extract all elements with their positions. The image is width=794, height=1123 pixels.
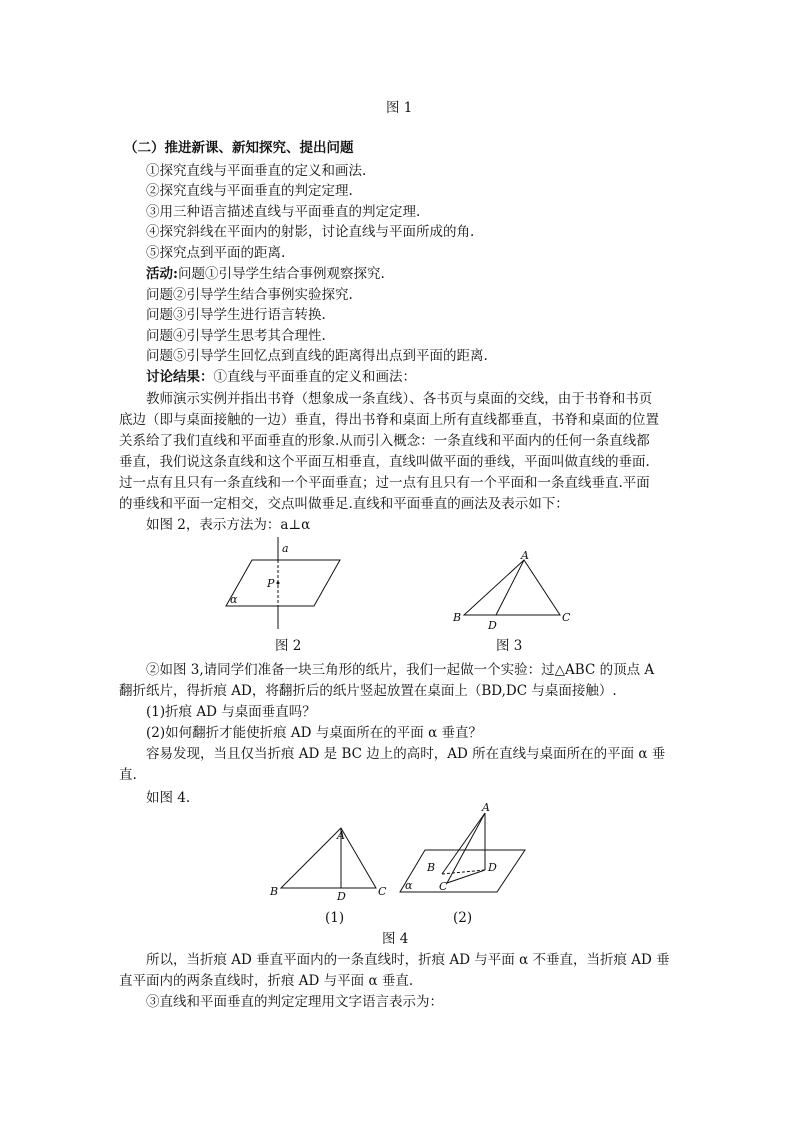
activity-label: 活动: — [146, 266, 178, 282]
label-d: D — [488, 619, 497, 632]
figure-3-caption: 图 3 — [496, 638, 523, 654]
paragraph-1-line-5: 过一点有且只有一条直线和一个平面垂直；过一点有且只有一个平面和一条直线垂直.平面 — [119, 475, 650, 491]
paragraph-2-line-2: 翻折纸片，得折痕 AD，将翻折后的纸片竖起放置在桌面上（BD,DC 与桌面接触）. — [119, 683, 617, 699]
label-a: A — [521, 549, 529, 562]
paragraph-2-line-1: ②如图 3,请同学们准备一块三角形的纸片，我们一起做一个实验：过△ABC 的顶点 A — [146, 662, 655, 678]
discussion-line — [146, 367, 416, 387]
label-d: D — [488, 861, 497, 874]
paragraph-1-line-2: 底边（即与桌面接触的一边）垂直，得出书脊和桌面上所有直线都垂直，书脊和桌面的位置 — [119, 412, 659, 428]
question-5: ⑤探究点到平面的距离. — [146, 245, 286, 261]
sub-question-2: (2)如何翻折才能使折痕 AD 与桌面所在的平面 α 垂直？ — [146, 725, 482, 741]
question-4: ④探究斜线在平面内的射影，讨论直线与平面所成的角. — [146, 224, 475, 240]
figure-2-diagram — [220, 537, 360, 632]
edge-ab — [442, 813, 485, 874]
activity-item-5: 问题⑤引导学生回忆点到直线的距离得出点到平面的距离. — [146, 348, 488, 364]
figure-1-caption: 图 1 — [386, 100, 413, 116]
label-a: A — [482, 801, 490, 814]
figure-4-part-1-diagram — [268, 822, 388, 902]
paragraph-1-line-6: 的垂线和平面一定相交，交点叫做垂足.直线和平面垂直的画法及表示如下： — [119, 496, 569, 512]
plane-alpha — [226, 560, 340, 606]
activity-item-2: 问题②引导学生结合事例实验探究. — [146, 287, 353, 303]
question-1: ①探究直线与平面垂直的定义和画法. — [146, 163, 367, 179]
paragraph-4-line-2: 直平面内的两条直线时，折痕 AD 与平面 α 垂直. — [119, 973, 414, 989]
figure-4-intro: 如图 4. — [146, 790, 191, 806]
activity-item-4: 问题④引导学生思考其合理性. — [146, 328, 326, 344]
label-b: B — [270, 885, 279, 898]
edge-ac — [447, 813, 485, 883]
question-2: ②探究直线与平面垂直的判定定理. — [146, 183, 353, 199]
sub-question-1: (1)折痕 AD 与桌面垂直吗？ — [146, 704, 316, 720]
paragraph-1-line-4: 垂直，我们说这条直线和这个平面互相垂直，直线叫做平面的垂线，平面叫做直线的垂面. — [119, 454, 650, 470]
figure-4-part-2-diagram — [400, 802, 550, 897]
discussion-first: ①直线与平面垂直的定义和画法： — [213, 369, 416, 385]
paragraph-4-line-1: 所以，当折痕 AD 垂直平面内的一条直线时，折痕 AD 与平面 α 不垂直，当折痕 AD 垂 — [146, 952, 670, 968]
figure-2-caption: 图 2 — [275, 638, 302, 654]
last-line: ③直线和平面垂直的判定定理用文字语言表示为： — [146, 994, 443, 1010]
foot-point-p — [277, 582, 280, 585]
label-c: C — [562, 611, 571, 624]
label-a: a — [282, 542, 289, 555]
segment-ad — [496, 560, 524, 615]
figure-4-part-1-label: (1) — [325, 910, 345, 926]
activity-item-3: 问题③引导学生进行语言转换. — [146, 307, 326, 323]
activity-item-1: 问题①引导学生结合事例观察探究. — [177, 266, 385, 282]
activity-line — [146, 264, 385, 284]
question-3: ③用三种语言描述直线与平面垂直的判定定理. — [146, 204, 421, 220]
figure-2-intro: 如图 2，表示方法为：a⊥α — [146, 517, 311, 533]
label-p: P — [267, 577, 275, 590]
figure-4-part-2-label: (2) — [453, 910, 473, 926]
label-c: C — [378, 885, 387, 898]
paragraph-3-line-2: 直. — [119, 767, 137, 783]
label-b: B — [453, 611, 462, 624]
label-alpha: α — [405, 879, 413, 892]
label-b: B — [427, 861, 436, 874]
label-a: A — [337, 829, 345, 842]
paragraph-1-line-1: 教师演示实例并指出书脊（想象成一条直线）、各书页与桌面的交线，由于书脊和书页 — [146, 391, 653, 407]
triangle-abc — [281, 828, 376, 888]
label-c: C — [439, 880, 448, 893]
plane-alpha — [400, 850, 525, 892]
paragraph-1-line-3: 关系给了我们直线和平面垂直的形象.从而引入概念：一条直线和平面内的任何一条直线都 — [119, 433, 650, 449]
discussion-label: 讨论结果： — [146, 369, 214, 385]
figure-4-caption: 图 4 — [382, 931, 409, 947]
label-alpha: α — [230, 593, 238, 606]
figure-3-diagram — [450, 549, 580, 632]
label-d: D — [337, 890, 346, 903]
paragraph-3-line-1: 容易发现，当且仅当折痕 AD 是 BC 边上的高时，AD 所在直线与桌面所在的平面 α 垂 — [146, 746, 666, 762]
triangle-abc — [464, 560, 560, 615]
section-heading: （二）推进新课、新知探究、提出问题 — [124, 140, 354, 156]
